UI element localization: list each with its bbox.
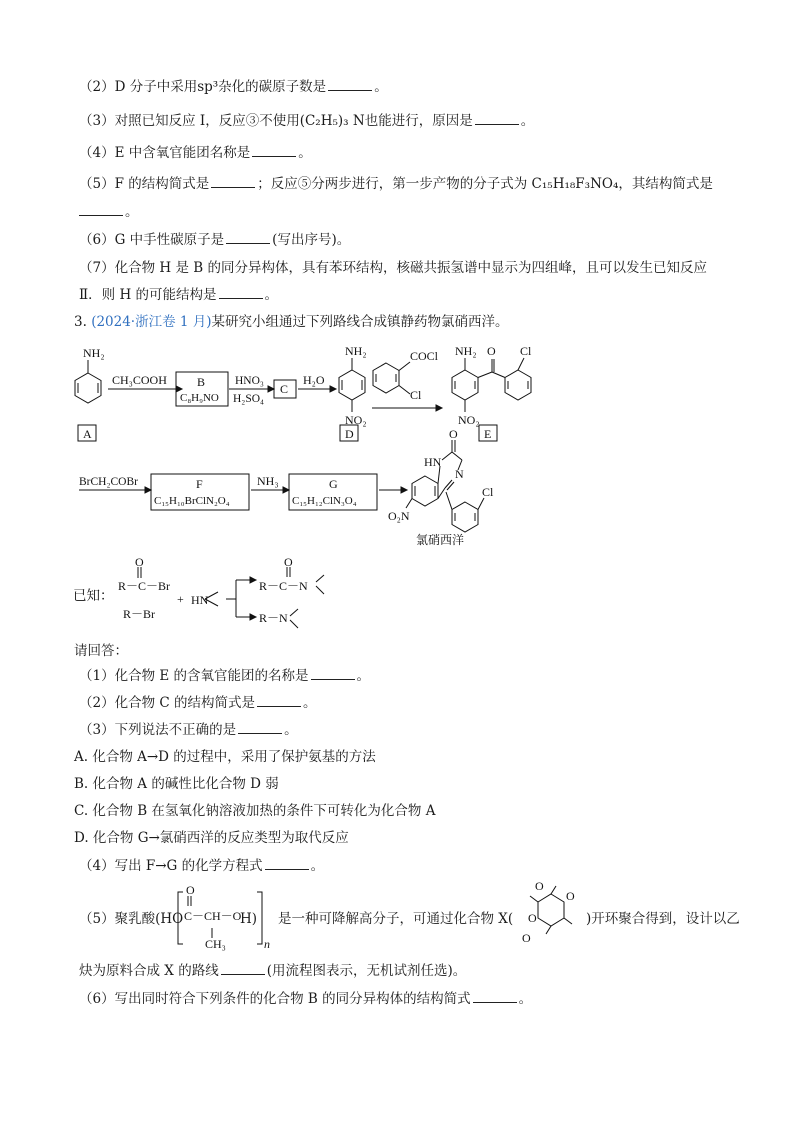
answer-blank[interactable] [473,990,517,1003]
question-end: 。 [520,113,535,129]
option-d[interactable] [74,829,349,847]
benzene-ring-a [75,373,101,403]
option-text: A. 化合物 A→D 的过程中，采用了保护氨基的方法 [74,749,376,765]
answer-blank[interactable] [311,667,355,680]
cl-e: Cl [520,344,532,358]
cl-acyl: Cl [410,388,422,402]
lactide-o-4: O [528,911,537,925]
question-text: （6）写出同时符合下列条件的化合物 B 的同分异构体的结构简式 [79,991,471,1007]
label-e: E [484,427,492,441]
reagent-2-bottom: H₂SO₄ [233,393,265,405]
known-amine: HN [191,593,209,607]
question-b3 [79,721,298,739]
question-end: (写出序号)。 [272,232,351,248]
pla-chain: C－CH－O [184,909,242,923]
question-b5-line2 [79,962,466,980]
box-g-label: G [329,477,338,491]
nh2-a: NH₂ [83,346,105,360]
answer-blank[interactable] [238,721,282,734]
question-end: 。 [374,79,388,95]
pla-carbonyl-o: O [186,883,195,897]
benzene-ring-chloro [452,502,478,532]
box-c-label: C [280,382,289,396]
question-end: (用流程图表示，无机试剂任选)。 [266,963,467,979]
question-b2 [79,694,317,712]
question-text-cont: ；反应⑤分两步进行，第一步产物的分子式为 C₁₅H₁₈F₃NO₄，其结构简式是 [257,176,713,192]
answer-blank[interactable] [265,857,309,870]
question-text: （3）下列说法不正确的是 [79,722,237,738]
pla-h-end: H) [240,911,258,927]
lactide-ring [538,894,564,926]
no2-e: NO₂ [458,413,480,427]
question-b5-after [586,910,740,928]
question-text: Ⅱ．则 H 的可能结构是 [79,287,217,303]
question-end: 。 [284,722,298,738]
question-text: （4）E 中含氧官能团名称是 [79,145,251,161]
nh2-d: NH₂ [345,344,367,358]
known-alkyl-amine: R－N [259,611,288,625]
product-name: 氯硝西洋 [416,533,465,547]
option-c[interactable] [74,802,435,820]
question-end: 。 [303,695,317,711]
known-o-2: O [284,555,293,569]
question-text: （6）G 中手性碳原子是 [79,232,225,248]
question-text: （5）F 的结构简式是 [79,176,210,192]
reagent-4: BrCH₂COBr [79,476,138,488]
reagent-3: H₂O [303,373,325,387]
option-text: D. 化合物 G→氯硝西洋的反应类型为取代反应 [74,830,349,846]
problem-number: 3. [74,314,87,330]
known-plus: + [177,592,184,606]
question-text-cont: 是一种可降解高分子，可通过化合物 X( [278,911,514,927]
answer-prompt [74,642,128,660]
pla-ch3: CH₃ [205,937,226,951]
question-b6 [79,990,532,1008]
box-f-label: F [196,477,203,491]
carbonyl-o-e: O [487,344,496,358]
hn-product: HN [424,455,442,469]
benzene-ring-acyl [373,363,399,393]
benzene-ring-d [339,370,365,400]
carbonyl-o-product: O [449,427,458,441]
benzene-ring-product [412,476,438,506]
label-a: A [83,427,92,441]
problem-source: (2024·浙江卷 1 月) [91,314,212,330]
question-text-cont: )开环聚合得到，设计以乙 [586,911,740,927]
option-text: C. 化合物 B 在氢氧化钠溶液加热的条件下可转化为化合物 A [74,803,436,819]
prompt-text: 请回答： [74,643,128,659]
box-g-formula: C₁₅H₁₂ClN₃O₄ [292,495,357,507]
known-o-1: O [135,555,144,569]
question-text: （7）化合物 H 是 B 的同分异构体，具有苯环结构，核磁共振氢谱中显示为四组峰，且可以发生已知反应 [79,260,707,276]
question-end: 。 [264,287,279,303]
question-end: 。 [518,991,533,1007]
question-text: （4）写出 F→G 的化学方程式 [79,858,263,874]
known-alkyl-bromide: R－Br [123,607,156,621]
box-b-formula: C₈H₉NO [180,392,219,404]
question-end: 。 [125,204,139,220]
o2n-product: O₂N [388,509,410,523]
question-b5-h [240,910,257,928]
known-amide: R－C－N [259,579,308,593]
question-end: 。 [310,858,325,874]
benzene-ring-e2 [505,370,531,400]
question-text: （1）化合物 E 的含氧官能团的名称是 [79,668,309,684]
lactide-o-2: O [522,931,531,945]
known-label: 已知： [73,588,114,604]
nh2-e: NH₂ [455,344,477,358]
question-text: （5）聚乳酸(HO [79,911,184,927]
problem-stem: 某研究小组通过下列路线合成镇静药物氯硝西洋。 [211,314,509,330]
option-a[interactable] [74,748,376,766]
n-product: N [455,467,464,481]
known-acyl-bromide: R－C－Br [118,579,171,593]
lactide-o-1: O [535,879,544,893]
no2-d: NO₂ [345,413,367,427]
answer-blank[interactable] [221,962,265,975]
question-end: 。 [298,145,312,161]
question-b4 [79,857,324,875]
box-b-label: B [197,375,206,389]
question-text: 炔为原料合成 X 的路线 [79,963,219,979]
option-b[interactable] [74,775,279,793]
answer-blank[interactable] [257,694,301,707]
reagent-1: CH₃COOH [112,373,167,387]
label-d: D [345,427,354,441]
question-text: （2）化合物 C 的结构简式是 [79,695,256,711]
cocl-group: COCl [410,349,439,363]
question-b1 [79,667,370,685]
lactide-o-3: O [566,889,575,903]
option-text: B. 化合物 A 的碱性比化合物 D 弱 [74,776,279,792]
cl-product: Cl [482,485,494,499]
reagent-5: NH₃ [257,474,279,488]
question-b5-mid [278,910,513,928]
pla-n: n [264,937,270,951]
question-text: （3）对照已知反应 I，反应③不使用(C₂H₅)₃ N也能进行，原因是 [79,113,473,129]
question-end: 。 [356,668,371,684]
question-b5 [79,910,183,928]
question-text: （2）D 分子中采用sp³杂化的碳原子数是 [79,79,327,95]
benzene-ring-e1 [452,370,478,400]
reagent-2-top: HNO₃ [235,375,264,387]
box-f-formula: C₁₅H₁₀BrClN₂O₄ [154,495,230,507]
